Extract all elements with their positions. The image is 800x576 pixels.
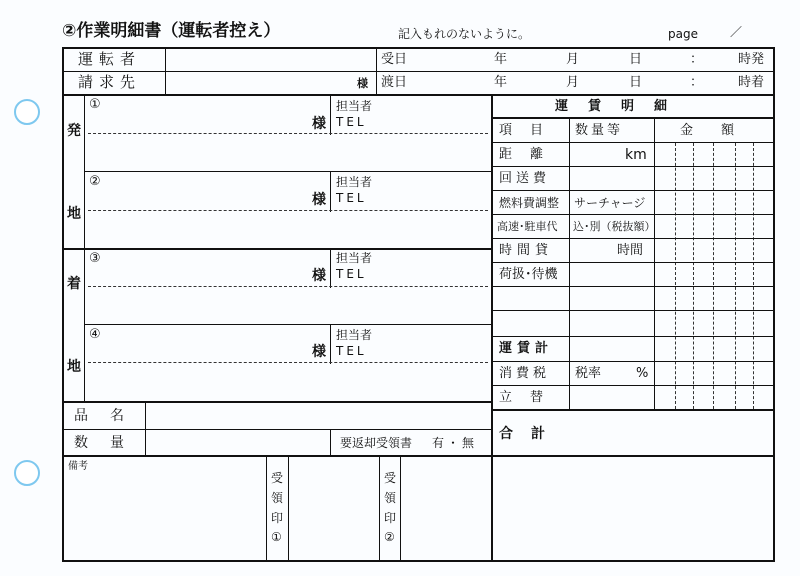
row-deadhead-label: 回送費	[499, 171, 551, 186]
billing-field[interactable]	[166, 72, 355, 94]
row-distance-label: 距離	[499, 147, 562, 162]
arrive-time-label: 時着	[738, 75, 765, 90]
remarks-label: 備考	[68, 461, 88, 472]
page-label: page	[668, 27, 698, 41]
return-receipt-label: 要返却受領書	[340, 436, 413, 450]
stamp-2-char-1: 受	[384, 471, 397, 485]
advance-label: 立替	[499, 390, 562, 405]
row-toll-label: 高速･駐車代	[497, 220, 558, 233]
col-item-header: 項目	[499, 123, 562, 138]
row-fuel-label: 燃料費調整	[499, 196, 560, 210]
received-colon: ：	[690, 52, 704, 67]
stamp-2-char-4: ②	[384, 530, 395, 544]
tax-percent: %	[636, 366, 649, 381]
delivered-year: 年	[494, 75, 508, 90]
billing-sama: 様	[357, 77, 368, 90]
stamp-1-char-4: ①	[271, 530, 282, 544]
stop-2-sama: 様	[312, 192, 326, 208]
received-year: 年	[494, 52, 508, 67]
received-date-label: 受日	[381, 52, 408, 67]
stop-1-number: ①	[89, 97, 101, 112]
destination-label-1: 着	[67, 276, 81, 292]
stop-1-tel-label: TEL	[336, 115, 367, 129]
row-hourly-unit: 時間	[617, 243, 644, 258]
stop-1-sama: 様	[312, 116, 326, 132]
row-fuel-surcharge: サーチャージ	[574, 196, 646, 210]
item-name-field[interactable]	[146, 404, 491, 428]
stop-1-contact-label: 担当者	[336, 99, 373, 113]
driver-label: 運転者	[78, 50, 142, 68]
fare-subtotal-label: 運賃計	[499, 341, 554, 356]
stop-3-tel-label: TEL	[336, 267, 367, 281]
form-title: ②作業明細書（運転者控え）	[62, 21, 281, 41]
stop-4-contact-label: 担当者	[336, 328, 373, 342]
row-distance-unit: km	[625, 147, 647, 163]
billing-label: 請求先	[78, 73, 142, 91]
depart-time-label: 時発	[738, 52, 765, 67]
received-month: 月	[566, 52, 580, 67]
delivered-colon: ：	[690, 75, 704, 90]
stop-4-sama: 様	[312, 344, 326, 360]
col-amount-header: 金額	[680, 123, 763, 138]
row-toll-tax-note: 込･別（税抜額）	[573, 220, 656, 233]
quantity-label: 数 量	[74, 435, 128, 451]
driver-field[interactable]	[166, 49, 375, 71]
remarks-field[interactable]	[64, 475, 264, 559]
stop-2-contact-label: 担当者	[336, 175, 373, 189]
fill-in-note: 記入もれのないように。	[398, 27, 531, 41]
stamp-1-char-1: 受	[271, 471, 284, 485]
row-handling-label: 荷扱･待機	[499, 267, 558, 282]
stamp-1-char-2: 領	[271, 491, 284, 505]
stop-2-tel-label: TEL	[336, 191, 367, 205]
fare-table-title: 運賃明細	[555, 99, 688, 114]
received-day: 日	[629, 52, 643, 67]
tax-rate-label: 税率	[575, 366, 602, 381]
destination-label-2: 地	[67, 359, 81, 375]
origin-label-1: 発	[67, 123, 81, 139]
delivered-month: 月	[566, 75, 580, 90]
stamp-1-char-3: 印	[271, 511, 284, 525]
item-name-label: 品 名	[74, 408, 128, 424]
col-qty-header: 数量等	[575, 123, 624, 138]
delivered-date-label: 渡日	[381, 75, 408, 90]
return-receipt-options: 有・無	[432, 436, 478, 450]
stop-4-number: ④	[89, 327, 101, 342]
stamp-2-char-3: 印	[384, 511, 397, 525]
quantity-field[interactable]	[146, 431, 329, 455]
delivered-day: 日	[629, 75, 643, 90]
grand-total-label: 合計	[499, 426, 563, 442]
stop-2-number: ②	[89, 174, 101, 189]
row-hourly-label: 時間貸	[499, 243, 554, 258]
stop-3-contact-label: 担当者	[336, 251, 373, 265]
origin-label-2: 地	[67, 206, 81, 222]
stamp-2-char-2: 領	[384, 491, 397, 505]
binder-hole-bottom	[14, 460, 40, 486]
stop-3-sama: 様	[312, 268, 326, 284]
grand-total-field[interactable]	[570, 412, 772, 454]
binder-hole-top	[14, 99, 40, 125]
stop-3-number: ③	[89, 251, 101, 266]
stop-4-tel-label: TEL	[336, 344, 367, 358]
tax-label: 消費税	[499, 366, 551, 381]
page-slash: ／	[730, 25, 743, 39]
